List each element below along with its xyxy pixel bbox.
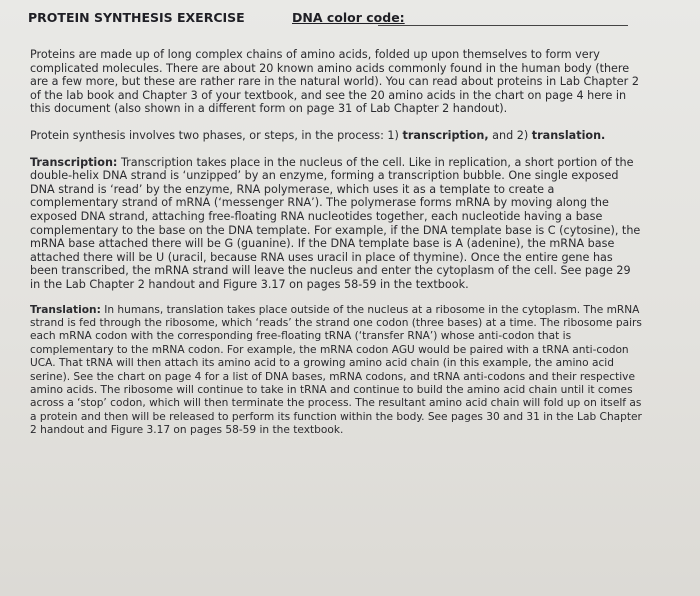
document-header	[28, 8, 672, 28]
dna-color-code-label: DNA color code:	[292, 10, 405, 25]
color-code-blank-line	[378, 25, 628, 26]
transcription-paragraph: Transcription: Transcription takes place in the nucleus of the cell. Like in replication, a short portion of the double-helix DNA strand is ‘unzipped’ by an enzyme, forming a transcription bubble. One single exposed DNA strand is ‘read’ by the enzyme, RNA polymerase, which uses it as a template to create a complementary strand of mRNA (‘messenger RNA’). The polymerase forms mRNA by moving along the exposed DNA strand, attaching free-floating RNA nucleotides together, each nucleotide having a base complementary to the base on the DNA template. For example, if the DNA template base is C (cytosine), the mRNA base attached there will be G (guanine). If the DNA template base is A (adenine), the mRNA base attached there will be U (uracil, because RNA uses uracil in place of thymine). Once the entire gene has been transcribed, the mRNA strand will leave the nucleus and enter the cytoplasm of the cell. See page 29 in the Lab Chapter 2 handout and Figure 3.17 on pages 58-59 in the textbook.	[30, 155, 641, 291]
transcription-term: transcription,	[402, 128, 489, 142]
transcription-heading: Transcription:	[30, 155, 118, 169]
intro-paragraph: Proteins are made up of long complex chains of amino acids, folded up upon themselves to form very complicated molecules. There are about 20 known amino acids commonly found in the human body (there are a few more, but these are rather rare in the natural world). You can read about proteins in Lab Chapter 2 of the lab book and Chapter 3 of your textbook, and see the 20 amino acids in the chart on page 4 here in this document (also shown in a different form on page 31 of Lab Chapter 2 handout).	[30, 48, 639, 116]
phases-paragraph: Protein synthesis involves two phases, or steps, in the process: 1) transcription, and 2) translation.	[30, 128, 606, 142]
translation-heading: Translation:	[30, 303, 101, 316]
document-body	[30, 48, 642, 451]
translation-term: translation.	[531, 128, 606, 142]
translation-paragraph: Translation: In humans, translation takes place outside of the nucleus at a ribosome in the cytoplasm. The mRNA strand is fed through the ribosome, which ‘reads’ the strand one codon (three bases) at a time. The ribosome pairs each mRNA codon with the corresponding free-floating tRNA (‘transfer RNA’) whose anti-codon that is complementary to the mRNA codon. For example, the mRNA codon AGU would be paired with a tRNA anti-codon UCA. That tRNA will then attach its amino acid to a growing amino acid chain (in this example, the amino acid serine). See the chart on page 4 for a list of DNA bases, mRNA codons, and tRNA anti-codons and their respective amino acids. The ribosome will continue to take in tRNA and continue to build the amino acid chain until it comes across a ‘stop’ codon, which will then terminate the process. The resultant amino acid chain will fold up on itself as a protein and then will be released to perform its function within the body. See pages 30 and 31 in the Lab Chapter 2 handout and Figure 3.17 on pages 58-59 in the textbook.	[30, 303, 642, 437]
document-title: PROTEIN SYNTHESIS EXERCISE	[28, 10, 245, 25]
